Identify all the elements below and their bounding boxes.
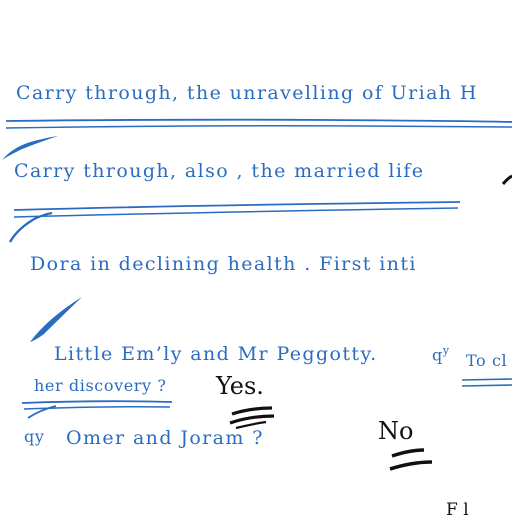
query-mark-sup: y <box>442 344 450 357</box>
flourish-married <box>10 213 52 242</box>
note-omer-joram: Omer and Joram ? <box>66 427 264 449</box>
note-omer-query: qy <box>24 427 45 446</box>
black-tick-married <box>503 176 512 184</box>
no-underline-1 <box>392 450 424 456</box>
underline-married-1 <box>14 202 460 210</box>
underline-to-cl-1 <box>462 379 512 380</box>
underline-to-cl-2 <box>462 385 512 386</box>
slash-emly <box>30 297 82 342</box>
underline-discovery-2 <box>24 407 170 409</box>
bottom-fragment: F l <box>446 500 469 520</box>
underline-married-2 <box>14 208 458 217</box>
note-dora: Dora in declining health . First inti <box>30 253 417 275</box>
note-emly: Little Em’ly and Mr Peggotty. <box>54 343 378 365</box>
answer-no: No <box>378 417 414 445</box>
flourish-discovery <box>28 406 56 418</box>
note-married-life: Carry through, also , the married life <box>14 160 425 182</box>
answer-yes: Yes. <box>216 372 264 400</box>
note-discovery: her discovery ? <box>34 376 167 395</box>
yes-underline-2 <box>230 416 274 423</box>
flourish-uriah <box>2 136 58 160</box>
note-emly-query <box>432 344 450 364</box>
note-to-cl: To cl <box>466 351 508 370</box>
query-mark: q <box>432 345 443 365</box>
underline-uriah-2 <box>6 126 512 128</box>
no-underline-2 <box>390 462 432 469</box>
underline-discovery-1 <box>22 401 172 403</box>
note-uriah: Carry through, the unravelling of Uriah H <box>16 82 478 104</box>
yes-underline-1 <box>232 408 272 414</box>
underline-uriah-1 <box>6 120 512 122</box>
